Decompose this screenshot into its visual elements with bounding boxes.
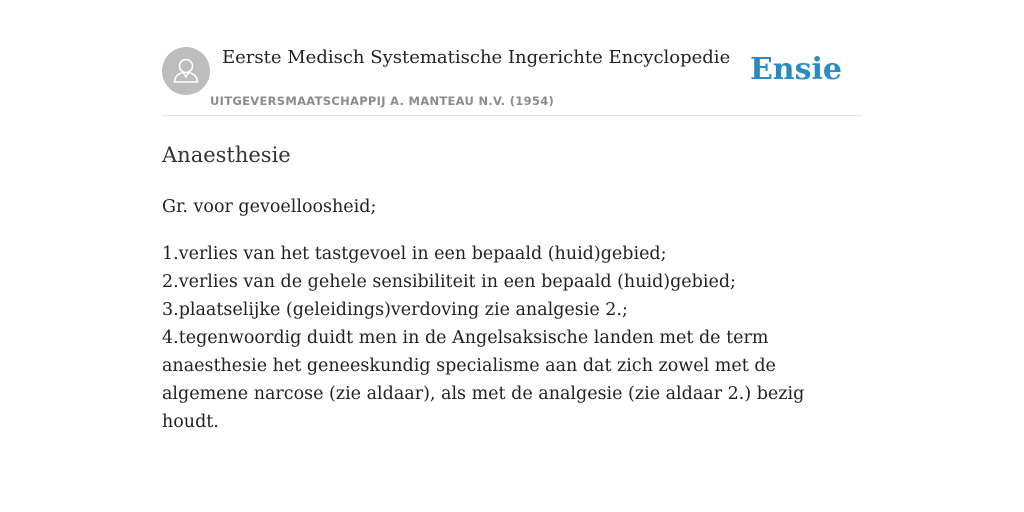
entry-title: Anaesthesie	[162, 143, 291, 167]
page-header	[162, 46, 862, 116]
publisher-label: UITGEVERSMAATSCHAPPIJ A. MANTEAU N.V. (1954)	[210, 94, 555, 108]
entry-intro: Gr. voor gevoelloosheid;	[162, 197, 377, 217]
definition-item: 2.verlies van de gehele sensibiliteit in een bepaald (huid)gebied;	[162, 272, 736, 292]
ensie-logo[interactable]: Ensie	[749, 52, 842, 87]
definition-item: 4.tegenwoordig duidt men in de Angelsaksische landen met de term anaesthesie het geneeskundig specialisme aan dat zich zowel met de algemene narcose (zie aldaar), als met de analgesie (zie aldaar 2.) bezig houdt.	[162, 328, 805, 432]
definition-item: 1.verlies van het tastgevoel in een bepaald (huid)gebied;	[162, 244, 667, 264]
definition-list	[162, 240, 862, 436]
user-silhouette-icon	[162, 47, 210, 95]
definition-item: 3.plaatselijke (geleidings)verdoving zie analgesie 2.;	[162, 300, 628, 320]
entry-content	[162, 193, 862, 455]
book-title[interactable]: Eerste Medisch Systematische Ingerichte Encyclopedie	[222, 47, 731, 68]
